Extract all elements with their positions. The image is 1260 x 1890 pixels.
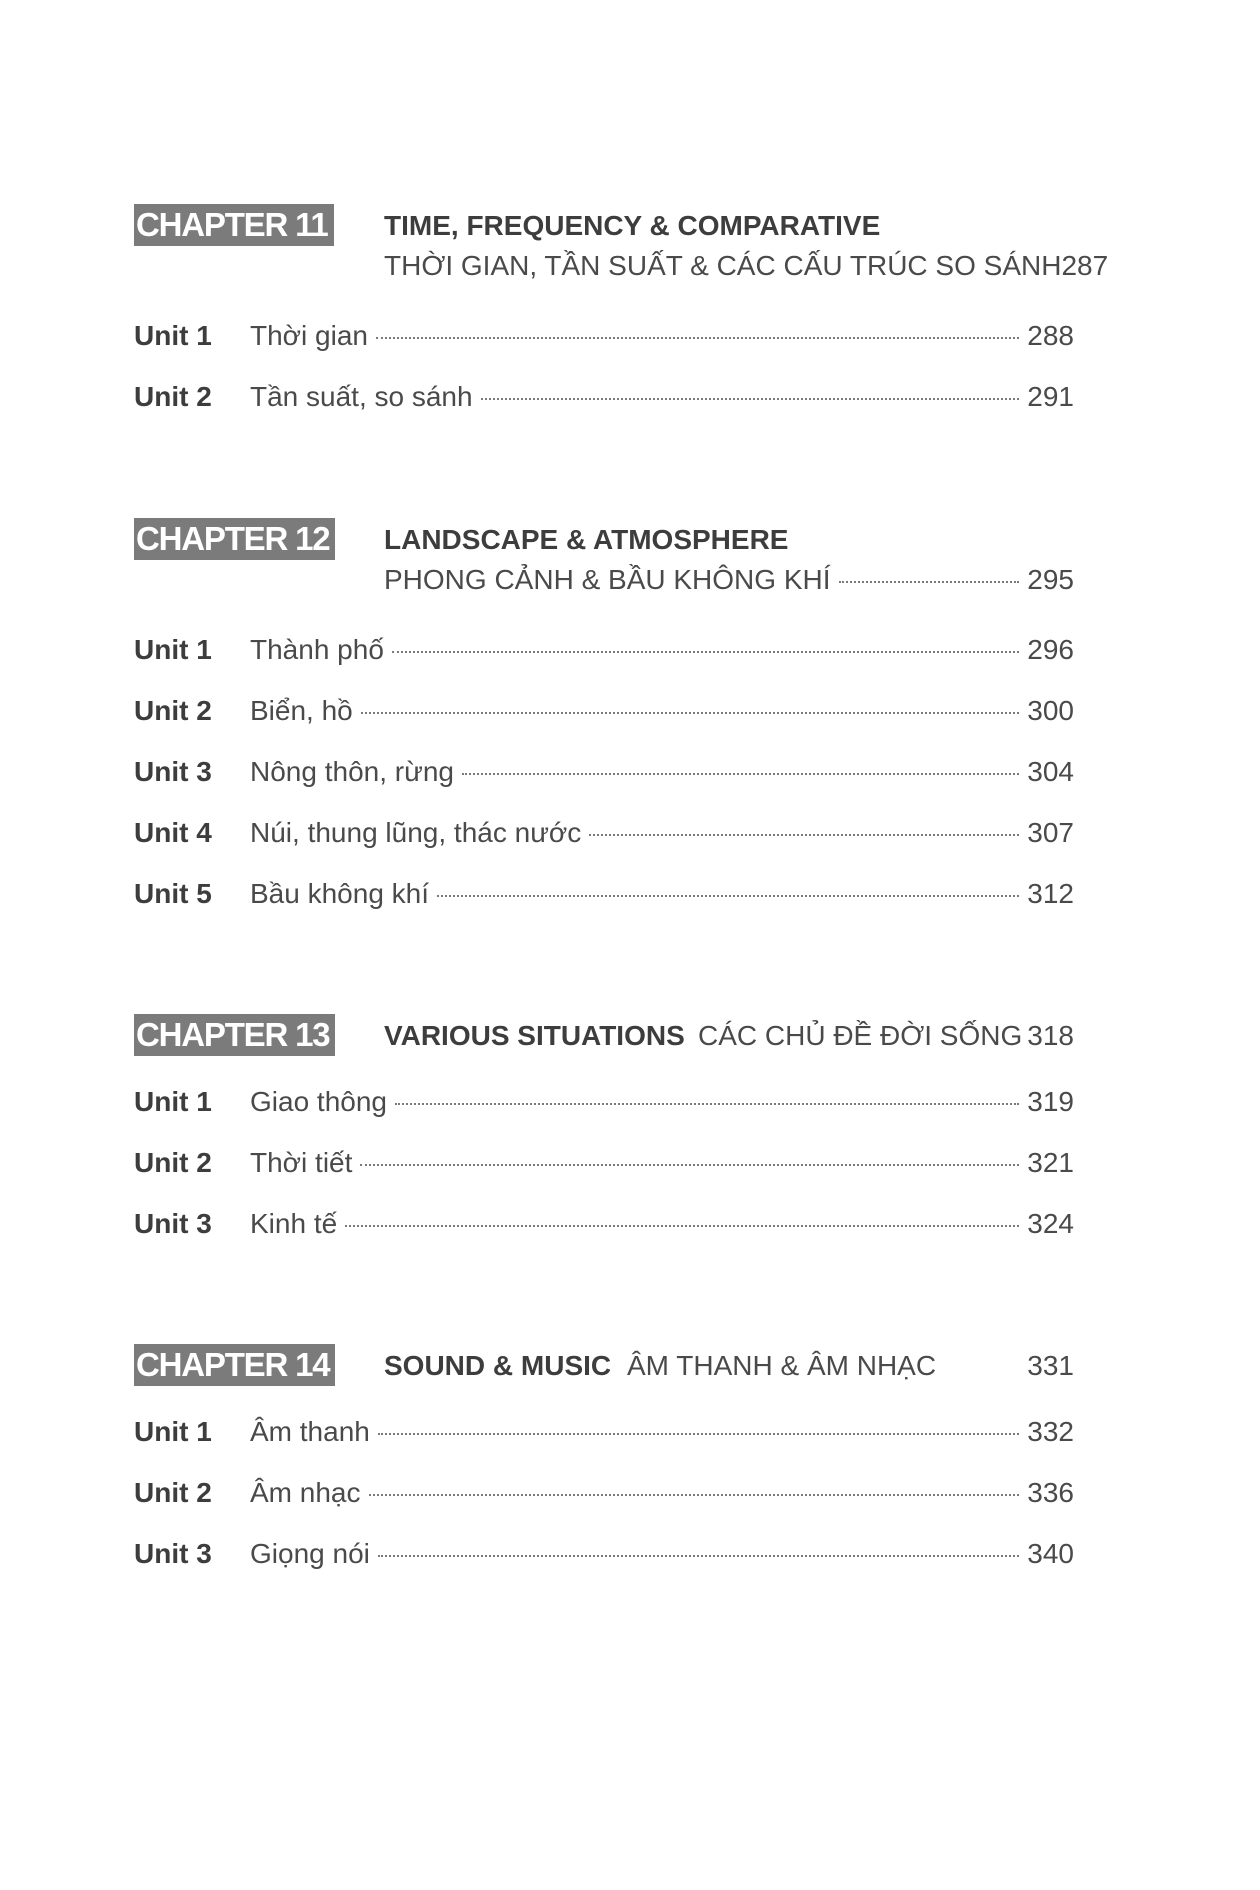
- unit-page: 332: [1027, 1416, 1074, 1447]
- unit-title: Giao thông: [250, 1086, 387, 1117]
- unit-page: 296: [1027, 634, 1074, 665]
- unit-label: Unit 3: [134, 1208, 212, 1239]
- toc-entry[interactable]: [134, 381, 1074, 417]
- unit-page: 307: [1027, 817, 1074, 848]
- unit-label: Unit 2: [134, 1147, 212, 1178]
- unit-label: Unit 1: [134, 1416, 212, 1447]
- chapter-12-section: [134, 518, 1074, 909]
- chapter-title-vi: ÂM THANH & ÂM NHẠC: [627, 1350, 937, 1381]
- unit-page: 312: [1027, 878, 1074, 909]
- toc-entry[interactable]: [134, 1086, 1074, 1122]
- toc-entry[interactable]: [134, 1538, 1074, 1574]
- chapter-header: [134, 518, 1074, 562]
- chapter-title-vi-line: [384, 250, 1109, 284]
- unit-label: Unit 1: [134, 634, 212, 665]
- toc-entry[interactable]: [134, 1416, 1074, 1452]
- dot-leader: [378, 1555, 1019, 1557]
- unit-title: Bầu không khí: [250, 878, 430, 909]
- unit-title: Thành phố: [250, 634, 384, 665]
- chapter-page: 295: [1027, 564, 1074, 595]
- dot-leader: [360, 1164, 1019, 1166]
- unit-title: Thời gian: [250, 320, 368, 351]
- unit-title: Kinh tế: [250, 1208, 338, 1239]
- unit-label: Unit 3: [134, 756, 212, 787]
- chapter-badge: CHAPTER 11: [134, 204, 334, 246]
- chapter-title-en: VARIOUS SITUATIONS: [384, 1020, 685, 1051]
- unit-page: 336: [1027, 1477, 1074, 1508]
- chapter-page: 318: [1027, 1020, 1074, 1051]
- unit-page: 324: [1027, 1208, 1074, 1239]
- dot-leader: [395, 1103, 1019, 1105]
- toc-entry[interactable]: [134, 695, 1074, 731]
- chapter-title-en: LANDSCAPE & ATMOSPHERE: [384, 524, 789, 555]
- chapter-badge: CHAPTER 12: [134, 518, 335, 560]
- dot-leader: [392, 651, 1019, 653]
- dot-leader: [839, 581, 1020, 583]
- dot-leader: [437, 895, 1019, 897]
- toc-entry[interactable]: [134, 1208, 1074, 1244]
- chapter-14-section: [134, 1344, 1074, 1569]
- toc-entry[interactable]: [134, 817, 1074, 853]
- dot-leader: [369, 1494, 1020, 1496]
- dot-leader: [378, 1433, 1019, 1435]
- toc-entry[interactable]: [134, 320, 1074, 356]
- dot-leader: [462, 773, 1019, 775]
- chapter-title-en: SOUND & MUSIC: [384, 1350, 612, 1381]
- chapter-page: 331: [1027, 1350, 1074, 1381]
- unit-page: 300: [1027, 695, 1074, 726]
- unit-title: Giọng nói: [250, 1538, 370, 1569]
- chapter-title-vi-line: [384, 564, 1074, 598]
- unit-title: Nông thôn, rừng: [250, 756, 454, 787]
- dot-leader: [481, 398, 1020, 400]
- chapter-11-section: [134, 204, 1109, 412]
- chapter-header: [134, 1014, 1074, 1058]
- unit-label: Unit 4: [134, 817, 212, 848]
- toc-entry[interactable]: [134, 1477, 1074, 1513]
- dot-leader: [345, 1225, 1019, 1227]
- dot-leader: [376, 337, 1019, 339]
- chapter-page: 287: [1061, 250, 1109, 281]
- unit-title: Tần suất, so sánh: [250, 381, 473, 412]
- unit-title: Thời tiết: [250, 1147, 353, 1178]
- unit-label: Unit 2: [134, 695, 212, 726]
- unit-title: Biển, hồ: [250, 695, 353, 726]
- toc-entry[interactable]: [134, 1147, 1074, 1183]
- unit-title: Âm nhạc: [250, 1477, 361, 1508]
- unit-title: Âm thanh: [250, 1416, 370, 1447]
- toc-entry[interactable]: [134, 878, 1074, 914]
- toc-entry[interactable]: [134, 756, 1074, 792]
- dot-leader: [361, 712, 1020, 714]
- unit-label: Unit 1: [134, 320, 212, 351]
- chapter-title-vi: THỜI GIAN, TẦN SUẤT & CÁC CẤU TRÚC SO SÁNH: [384, 250, 1062, 281]
- chapter-title-vi: PHONG CẢNH & BẦU KHÔNG KHÍ: [384, 564, 831, 595]
- chapter-badge: CHAPTER 14: [134, 1344, 335, 1386]
- chapter-13-section: [134, 1014, 1074, 1239]
- chapter-badge: CHAPTER 13: [134, 1014, 335, 1056]
- toc-entry[interactable]: [134, 634, 1074, 670]
- chapter-header: [134, 1344, 1074, 1388]
- unit-page: 291: [1027, 381, 1074, 412]
- unit-page: 304: [1027, 756, 1074, 787]
- dot-leader: [589, 834, 1019, 836]
- unit-page: 321: [1027, 1147, 1074, 1178]
- unit-label: Unit 1: [134, 1086, 212, 1117]
- unit-title: Núi, thung lũng, thác nước: [250, 817, 582, 848]
- unit-label: Unit 2: [134, 381, 212, 412]
- unit-label: Unit 2: [134, 1477, 212, 1508]
- unit-label: Unit 5: [134, 878, 212, 909]
- unit-page: 319: [1027, 1086, 1074, 1117]
- unit-page: 288: [1027, 320, 1074, 351]
- chapter-title-en: TIME, FREQUENCY & COMPARATIVE: [384, 210, 881, 241]
- unit-label: Unit 3: [134, 1538, 212, 1569]
- chapter-title-vi: CÁC CHỦ ĐỀ ĐỜI SỐNG: [698, 1020, 1023, 1051]
- chapter-header: [134, 204, 1074, 248]
- unit-page: 340: [1027, 1538, 1074, 1569]
